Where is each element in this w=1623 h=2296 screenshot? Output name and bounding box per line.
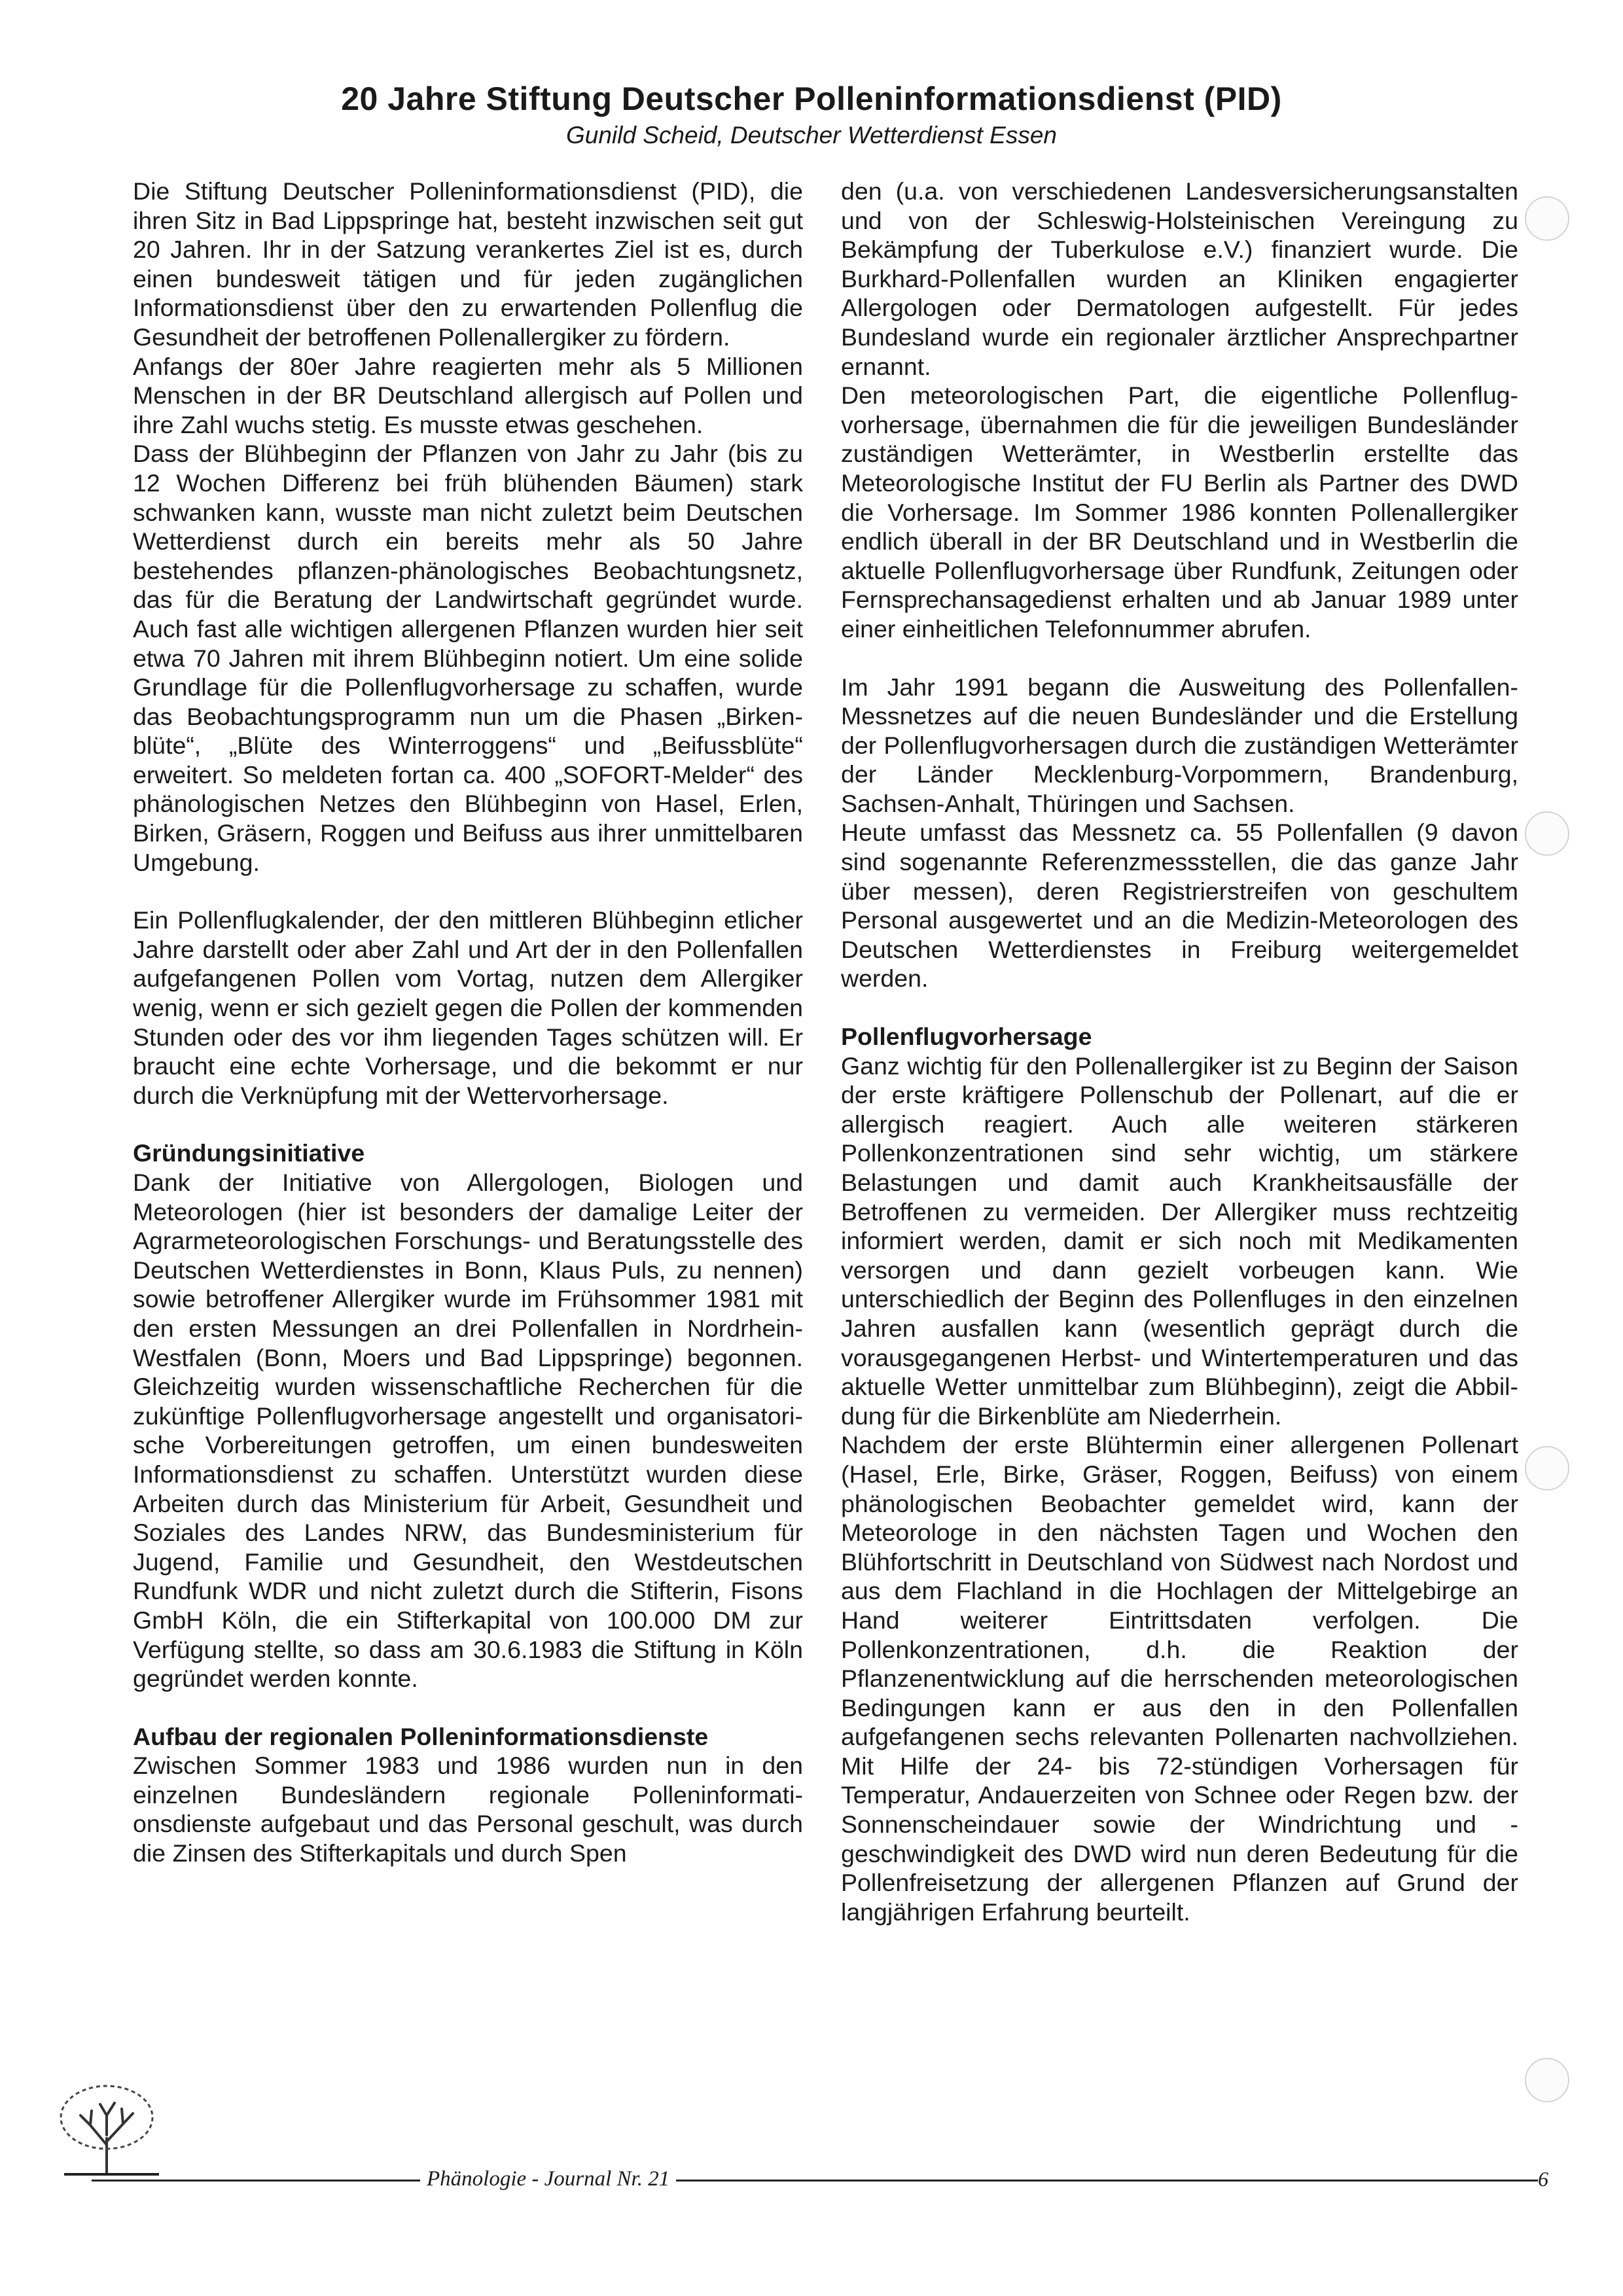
paragraph: Ganz wichtig für den Pollenallergiker ist zu Beginn der Saison der erste kräftigere Pollenschub der Pollenart, auf die er allergisch reagiert. Auch alle weiteren stärkeren Pollenkonzentrationen sind sehr wichtig, um stärkere Belastungen und damit auch Krankheitsausfälle der Betroffenen zu vermeiden. Der Allergiker muss rechtzeitig informiert werden, damit er sich noch mit Medikamenten versorgen und dann gezielt vorbeugen kann. Wie unterschiedlich der Beginn des Pollenfluges in den einzelnen Jahren ausfallen kann (wesentlich geprägt durch die vorausgegangenen Herbst- und Wintertemperaturen und das aktuelle Wetter unmittelbar zum Blühbeginn), zeigt die Abbildung für die Birkenblüte am Niederrhein. (841, 1051, 1518, 1430)
section-heading: Pollenflugvorhersage (841, 1023, 1092, 1051)
tree-logo (51, 2079, 162, 2178)
section-heading: Gründungsinitiative (133, 1139, 365, 1167)
journal-footer: Phänologie - Journal Nr. 21 (420, 2167, 676, 2191)
footer-rule (92, 2180, 1538, 2181)
article-title: 20 Jahre Stiftung Deutscher Polleninformationsdienst (PID) (341, 80, 1282, 117)
paragraph: Dass der Blühbeginn der Pflanzen von Jahr zu Jahr (bis zu 12 Wochen Differenz bei früh blühenden Bäumen) stark schwanken kann, wusste man nicht zuletzt beim Deutschen Wetterdienst durch ein bereits mehr als 50 Jahre bestehendes pflanzen-phänologisches Beobachtungsnetz, das für die Beratung der Landwirtschaft gegründet wurde. Auch fast alle wichtigen allergenen Pflanzen wurden hier seit etwa 70 Jahren mit ihrem Blühbeginn notiert. Um eine solide Grundlage für die Pollenflugvorhersage zu schaffen, wurde das Beobachtungsprogramm nun um die Phasen „Birkenblüte“, „Blüte des Winterroggens“ und „Beifussblüte“ erweitert. So meldeten fortan ca. 400 „SOFORT-Melder“ des phänologischen Netzes den Blühbeginn von Hasel, Erlen, Birken, Gräsern, Roggen und Beifuss aus ihrer unmittelbaren Umgebung. (133, 440, 803, 876)
page-number: 6 (1538, 2167, 1548, 2191)
paragraph: den (u.a. von verschiedenen Landesversicherungsanstalten und von der Schleswig-Holsteinischen Vereingung zu Bekämpfung der Tuberkulose e.V.) finanziert wurde. Die Burkhard-Pollenfallen wurden an Kliniken engagierter Allergologen oder Dermatologen aufgestellt. Für jedes Bundesland wurde ein regionaler ärztlicher Ansprechpartner ernannt. (841, 177, 1518, 380)
paragraph: Nachdem der erste Blühtermin einer allergenen Pollenart (Hasel, Erle, Birke, Gräser, Roggen, Beifuss) von einem phänologischen Beobachter gemeldet wird, kann der Meteorologe in den nächsten Tagen und Wochen den Blühfortschritt in Deutschland von Südwest nach Nordost und aus dem Flachland in die Hochlagen der Mittelgebirge an Hand weiterer Eintrittsdaten verfolgen. Die Pollenkonzentrationen, d.h. die Reaktion der Pflanzenentwicklung auf die herrschenden meteorologischen Bedingungen kann er aus den in den Pollenfallen aufgefangenen sechs relevanten Pollenarten nachvollziehen. Mit Hilfe der 24- bis 72-stündigen Vorhersagen für Temperatur, Andauerzeiten von Schnee oder Regen bzw. der Sonnenscheindauer sowie der Windrichtung und -geschwindigkeit des DWD wird nun deren Bedeutung für die Pollenfreisetzung der allergenen Pflanzen auf Grund der langjährigen Erfahrung beurteilt. (841, 1431, 1518, 1926)
article-author: Gunild Scheid, Deutscher Wetterdienst Essen (566, 122, 1057, 149)
paragraph: Zwischen Sommer 1983 und 1986 wurden nun in den einzelnen Bundesländern regionale Polleninformationsdienste aufgebaut und das Personal geschult, was durch die Zinsen des Stifterkapitals und durch Spen (133, 1752, 803, 1867)
punch-hole (1525, 1446, 1569, 1491)
paragraph: Anfangs der 80er Jahre reagierten mehr als 5 Millionen Menschen in der BR Deutschland allergisch auf Pollen und ihre Zahl wuchs stetig. Es musste etwas geschehen. (133, 352, 803, 438)
paragraph: Die Stiftung Deutscher Polleninformationsdienst (PID), die ihren Sitz in Bad Lippspringe hat, besteht inzwischen seit gut 20 Jahren. Ihr in der Satzung verankertes Ziel ist es, durch einen bundesweit tätigen und für jeden zugänglichen Informationsdienst über den zu erwartenden Pollenflug die Gesundheit der betroffenen Pollenallergiker zu fördern. (133, 177, 803, 351)
section-heading: Aufbau der regionalen Polleninformationsdienste (133, 1722, 709, 1750)
punch-hole (1525, 2058, 1569, 2102)
paragraph: Im Jahr 1991 begann die Ausweitung des Pollenfallen-Messnetzes auf die neuen Bundesländer und die Erstellung der Pollenflugvorhersagen durch die zuständigen Wetterämter der Länder Mecklenburg-Vorpommern, Brandenburg, Sachsen-Anhalt, Thüringen und Sachsen. (841, 673, 1518, 817)
paragraph: Den meteorologischen Part, die eigentliche Pollenflugvorhersage, übernahmen die für die jeweiligen Bundesländer zuständigen Wetterämter, in Westberlin erstellte das Meteorologische Institut der FU Berlin als Partner des DWD die Vorhersage. Im Sommer 1986 konnten Pollenallergiker endlich überall in der BR Deutschland und in Westberlin die aktuelle Pollenflugvorhersage über Rundfunk, Zeitungen oder Fernsprechansagedienst erhalten und ab Januar 1989 unter einer einheitlichen Telefonnummer abrufen. (841, 381, 1518, 643)
paragraph: Dank der Initiative von Allergologen, Biologen und Meteorologen (hier ist besonders der damalige Leiter der Agrarmeteorologischen Forschungs- und Beratungsstelle des Deutschen Wetterdienstes in Bonn, Klaus Puls, zu nennen) sowie betroffener Allergiker wurde im Frühsommer 1981 mit den ersten Messungen an drei Pollenfallen in Nordrhein-Westfalen (Bonn, Moers und Bad Lippspringe) begonnen. Gleichzeitig wurden wissenschaftliche Recherchen für die zukünftige Pollenflugvorhersage angestellt und organisatorische Vorbereitungen getroffen, um einen bundesweiten Informationsdienst zu schaffen. Unterstützt wurden diese Arbeiten durch das Ministerium für Arbeit, Gesundheit und Soziales des Landes NRW, das Bundesministerium für Jugend, Familie und Gesundheit, den Westdeutschen Rundfunk WDR und nicht zuletzt durch die Stifterin, Fisons GmbH Köln, die ein Stifterkapital von 100.000 DM zur Verfügung stellte, so dass am 30.6.1983 die Stiftung in Köln gegründet werden konnte. (133, 1169, 803, 1693)
punch-hole (1525, 196, 1569, 241)
right-column (841, 177, 1518, 1926)
paragraph: Heute umfasst das Messnetz ca. 55 Pollenfallen (9 davon sind sogenannte Referenzmessstellen, die das ganze Jahr über messen), deren Registrierstreifen von geschultem Personal ausgewertet und an die Medizin-Meteorologen des Deutschen Wetterdienstes in Freiburg weitergemeldet werden. (841, 819, 1518, 993)
left-column (133, 177, 803, 1868)
punch-hole (1525, 811, 1569, 856)
paragraph: Ein Pollenflugkalender, der den mittleren Blühbeginn etlicher Jahre darstellt oder aber Zahl und Art der in den Pollenfallen aufgefangenen Pollen vom Vortag, nutzen dem Allergiker wenig, wenn er sich gezielt gegen die Pollen der kommenden Stunden oder des vor ihm liegenden Tages schützen will. Er braucht eine echte Vorhersage, und die bekommt er nur durch die Verknüpfung mit der Wettervorhersage. (133, 906, 803, 1109)
